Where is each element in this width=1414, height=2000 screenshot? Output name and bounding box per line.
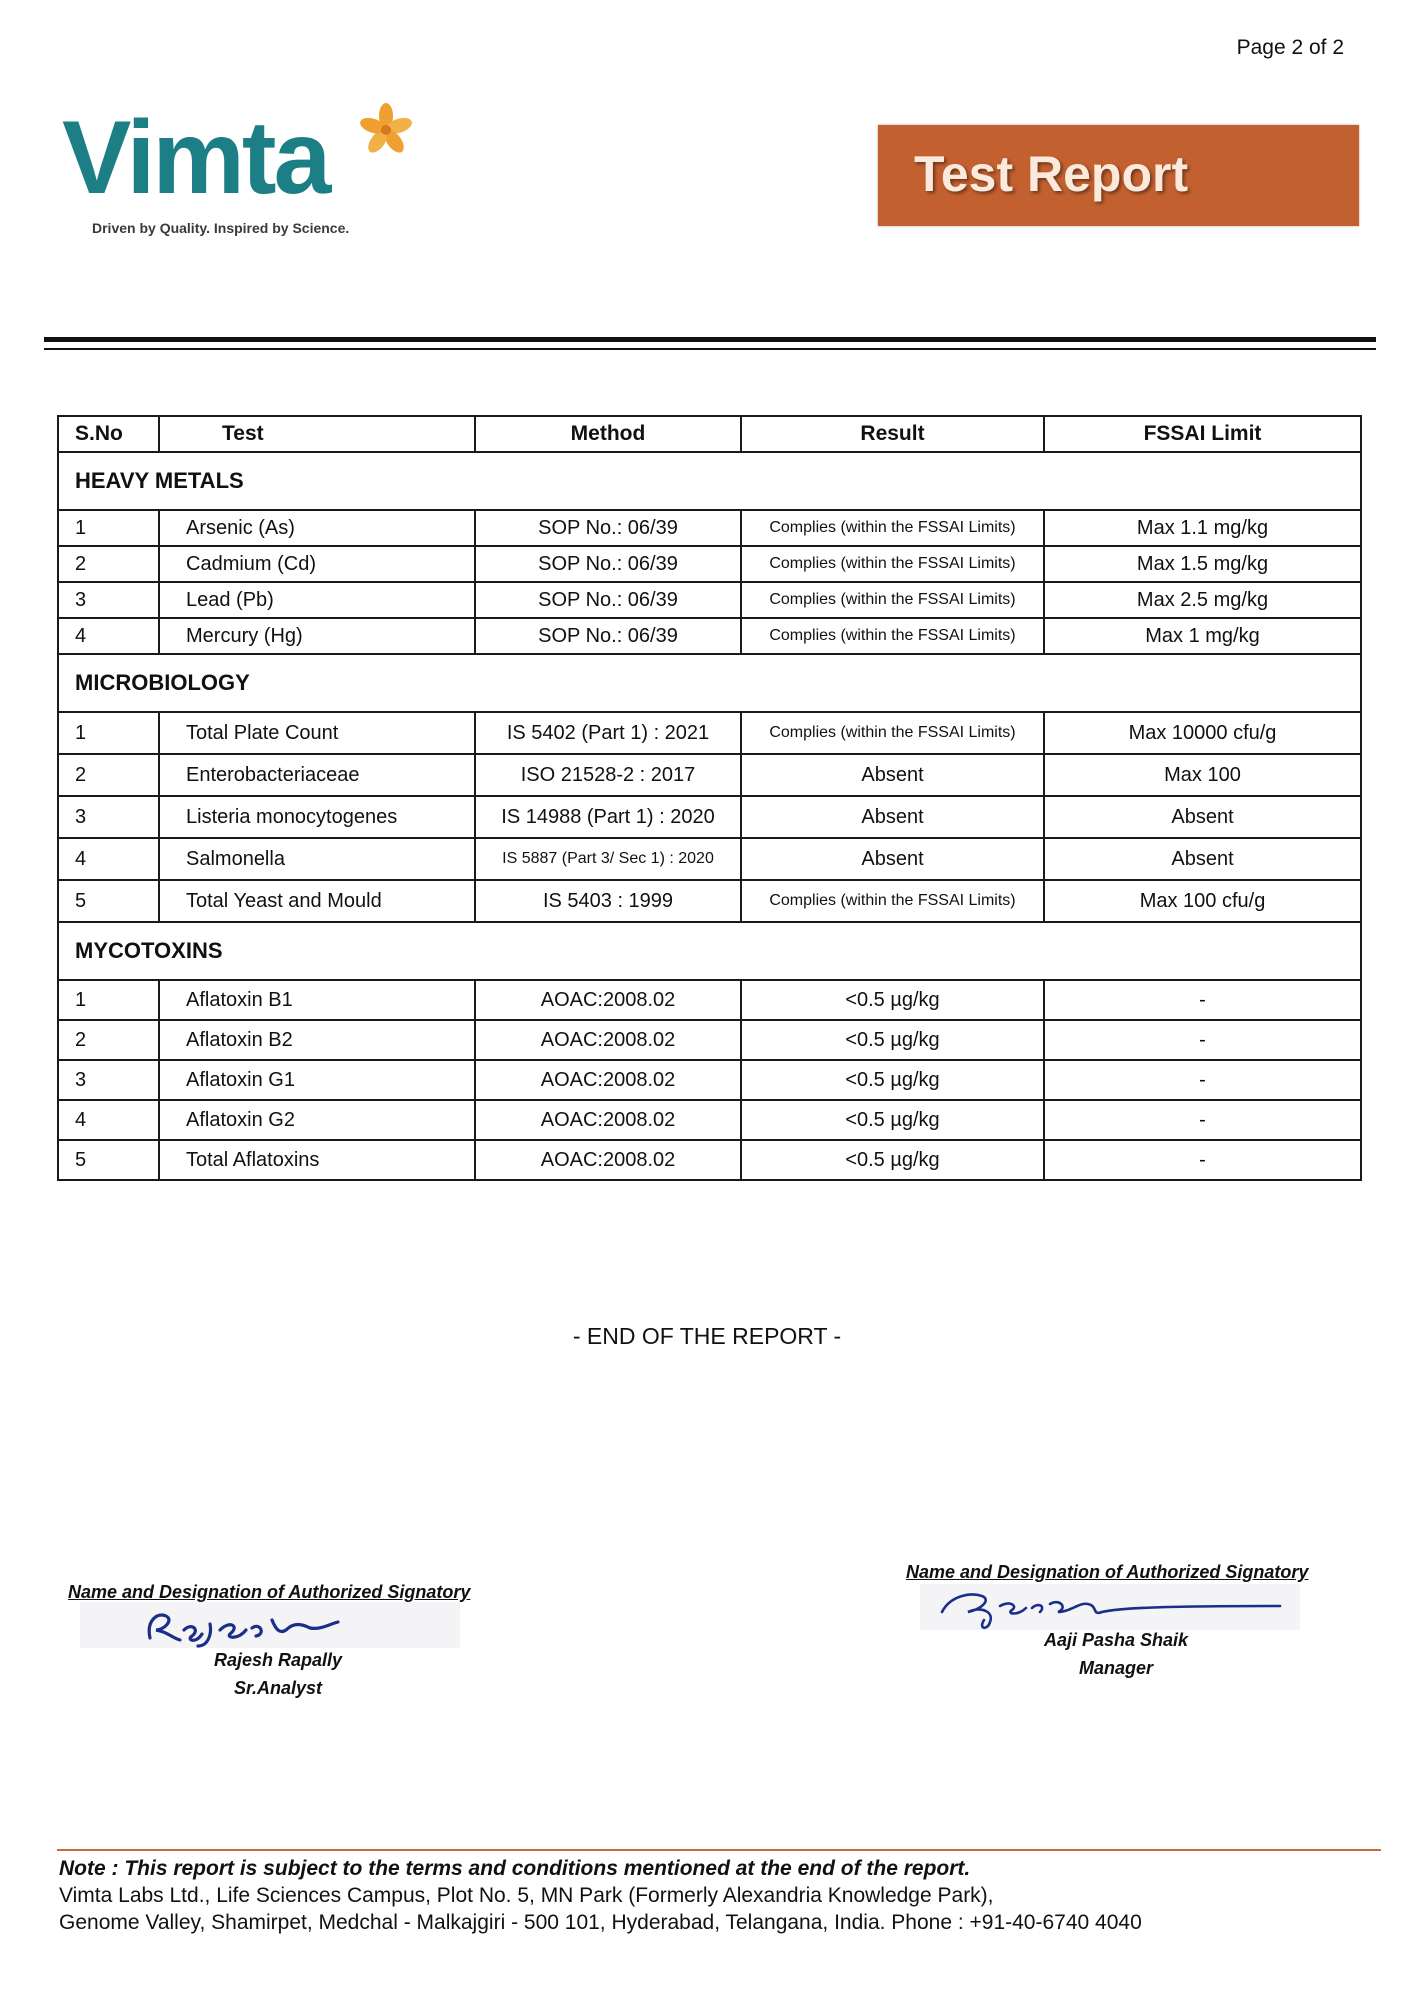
signatory-heading: Name and Designation of Authorized Signatory xyxy=(906,1562,1309,1582)
cell-method: AOAC:2008.02 xyxy=(475,980,741,1020)
cell-sno: 1 xyxy=(58,980,159,1020)
cell-method: IS 14988 (Part 1) : 2020 xyxy=(475,796,741,838)
cell-sno: 1 xyxy=(58,510,159,546)
signatory-heading: Name and Designation of Authorized Signatory xyxy=(68,1582,471,1602)
footer-address-line1: Vimta Labs Ltd., Life Sciences Campus, Plot No. 5, MN Park (Formerly Alexandria Knowledge Park), xyxy=(59,1884,994,1907)
signature-rajesh xyxy=(80,1600,460,1650)
col-header-test: Test xyxy=(159,416,475,452)
cell-result: <0.5 µg/kg xyxy=(741,1140,1044,1180)
cell-test: Aflatoxin B2 xyxy=(159,1020,475,1060)
cell-limit: Max 10000 cfu/g xyxy=(1044,712,1361,754)
signatory-designation: Sr.Analyst xyxy=(233,1678,323,1698)
header-divider-thin xyxy=(44,348,1376,350)
cell-test: Cadmium (Cd) xyxy=(159,546,475,582)
cell-test: Mercury (Hg) xyxy=(159,618,475,654)
cell-sno: 4 xyxy=(58,838,159,880)
table-row xyxy=(58,1140,1361,1180)
table-row xyxy=(58,754,1361,796)
cell-method: ISO 21528-2 : 2017 xyxy=(475,754,741,796)
cell-method: SOP No.: 06/39 xyxy=(475,510,741,546)
logo-wordmark: Vimta xyxy=(62,100,329,216)
cell-result: Absent xyxy=(741,754,1044,796)
header-divider xyxy=(44,337,1376,342)
cell-result: Absent xyxy=(741,796,1044,838)
cell-limit: Max 100 xyxy=(1044,754,1361,796)
results-table xyxy=(57,415,1362,1181)
footer-address-line2: Genome Valley, Shamirpet, Medchal - Malkajgiri - 500 101, Hyderabad, Telangana, India. Phone : +91-40-6740 4040 xyxy=(59,1911,1142,1934)
signatory-name: Rajesh Rapally xyxy=(213,1650,343,1670)
vimta-logo xyxy=(58,100,418,240)
table-row xyxy=(58,712,1361,754)
table-row xyxy=(58,510,1361,546)
cell-test: Listeria monocytogenes xyxy=(159,796,475,838)
cell-result: <0.5 µg/kg xyxy=(741,980,1044,1020)
cell-result: Complies (within the FSSAI Limits) xyxy=(741,510,1044,546)
cell-test: Aflatoxin G1 xyxy=(159,1060,475,1100)
signature-aaji xyxy=(920,1582,1300,1634)
end-of-report: - END OF THE REPORT - xyxy=(572,1323,842,1349)
cell-test: Total Aflatoxins xyxy=(159,1140,475,1180)
cell-result: Complies (within the FSSAI Limits) xyxy=(741,712,1044,754)
cell-result: Complies (within the FSSAI Limits) xyxy=(741,880,1044,922)
col-header-method: Method xyxy=(475,416,741,452)
cell-method: SOP No.: 06/39 xyxy=(475,582,741,618)
table-row xyxy=(58,1100,1361,1140)
cell-method: SOP No.: 06/39 xyxy=(475,546,741,582)
cell-sno: 2 xyxy=(58,754,159,796)
cell-method: AOAC:2008.02 xyxy=(475,1060,741,1100)
cell-sno: 5 xyxy=(58,1140,159,1180)
cell-sno: 4 xyxy=(58,1100,159,1140)
table-header-row xyxy=(58,416,1361,452)
cell-method: IS 5402 (Part 1) : 2021 xyxy=(475,712,741,754)
table-row xyxy=(58,546,1361,582)
cell-limit: - xyxy=(1044,1100,1361,1140)
cell-limit: Max 2.5 mg/kg xyxy=(1044,582,1361,618)
cell-test: Lead (Pb) xyxy=(159,582,475,618)
table-row xyxy=(58,980,1361,1020)
cell-method: IS 5887 (Part 3/ Sec 1) : 2020 xyxy=(475,838,741,880)
section-row xyxy=(58,654,1361,712)
cell-result: <0.5 µg/kg xyxy=(741,1060,1044,1100)
col-header-result: Result xyxy=(741,416,1044,452)
cell-test: Aflatoxin B1 xyxy=(159,980,475,1020)
cell-sno: 3 xyxy=(58,582,159,618)
cell-limit: Max 100 cfu/g xyxy=(1044,880,1361,922)
cell-result: <0.5 µg/kg xyxy=(741,1100,1044,1140)
cell-test: Enterobacteriaceae xyxy=(159,754,475,796)
cell-sno: 2 xyxy=(58,546,159,582)
section-microbiology: MICROBIOLOGY xyxy=(58,654,1361,712)
cell-result: Absent xyxy=(741,838,1044,880)
section-row xyxy=(58,452,1361,510)
table-row xyxy=(58,618,1361,654)
logo-tagline: Driven by Quality. Inspired by Science. xyxy=(92,220,350,236)
cell-sno: 1 xyxy=(58,712,159,754)
cell-sno: 5 xyxy=(58,880,159,922)
cell-sno: 3 xyxy=(58,1060,159,1100)
table-row xyxy=(58,796,1361,838)
cell-result: Complies (within the FSSAI Limits) xyxy=(741,546,1044,582)
cell-method: IS 5403 : 1999 xyxy=(475,880,741,922)
footer-divider xyxy=(57,1849,1381,1851)
cell-method: AOAC:2008.02 xyxy=(475,1020,741,1060)
section-row xyxy=(58,922,1361,980)
col-header-sno: S.No xyxy=(58,416,159,452)
cell-method: AOAC:2008.02 xyxy=(475,1100,741,1140)
cell-result: <0.5 µg/kg xyxy=(741,1020,1044,1060)
cell-method: AOAC:2008.02 xyxy=(475,1140,741,1180)
flower-icon xyxy=(356,100,416,160)
cell-limit: Max 1.5 mg/kg xyxy=(1044,546,1361,582)
cell-sno: 4 xyxy=(58,618,159,654)
cell-test: Total Yeast and Mould xyxy=(159,880,475,922)
cell-test: Salmonella xyxy=(159,838,475,880)
table-row xyxy=(58,1060,1361,1100)
cell-sno: 2 xyxy=(58,1020,159,1060)
cell-limit: - xyxy=(1044,1020,1361,1060)
test-report-banner xyxy=(878,125,1359,226)
cell-limit: - xyxy=(1044,980,1361,1020)
cell-sno: 3 xyxy=(58,796,159,838)
cell-limit: Max 1.1 mg/kg xyxy=(1044,510,1361,546)
cell-limit: - xyxy=(1044,1060,1361,1100)
cell-result: Complies (within the FSSAI Limits) xyxy=(741,618,1044,654)
cell-limit: Absent xyxy=(1044,796,1361,838)
cell-test: Aflatoxin G2 xyxy=(159,1100,475,1140)
section-heavy-metals: HEAVY METALS xyxy=(58,452,1361,510)
signatory-name: Aaji Pasha Shaik xyxy=(1043,1630,1189,1650)
cell-limit: - xyxy=(1044,1140,1361,1180)
page-number: Page 2 of 2 xyxy=(1236,36,1344,59)
signatory-designation: Manager xyxy=(1078,1658,1154,1678)
table-row xyxy=(58,838,1361,880)
section-mycotoxins: MYCOTOXINS xyxy=(58,922,1361,980)
table-row xyxy=(58,582,1361,618)
table-row xyxy=(58,880,1361,922)
banner-title: Test Report xyxy=(914,146,1189,202)
col-header-fssai-limit: FSSAI Limit xyxy=(1044,416,1361,452)
footer-note: Note : This report is subject to the terms and conditions mentioned at the end of the report. xyxy=(59,1857,971,1880)
cell-test: Total Plate Count xyxy=(159,712,475,754)
cell-result: Complies (within the FSSAI Limits) xyxy=(741,582,1044,618)
cell-limit: Absent xyxy=(1044,838,1361,880)
cell-limit: Max 1 mg/kg xyxy=(1044,618,1361,654)
cell-test: Arsenic (As) xyxy=(159,510,475,546)
table-row xyxy=(58,1020,1361,1060)
cell-method: SOP No.: 06/39 xyxy=(475,618,741,654)
